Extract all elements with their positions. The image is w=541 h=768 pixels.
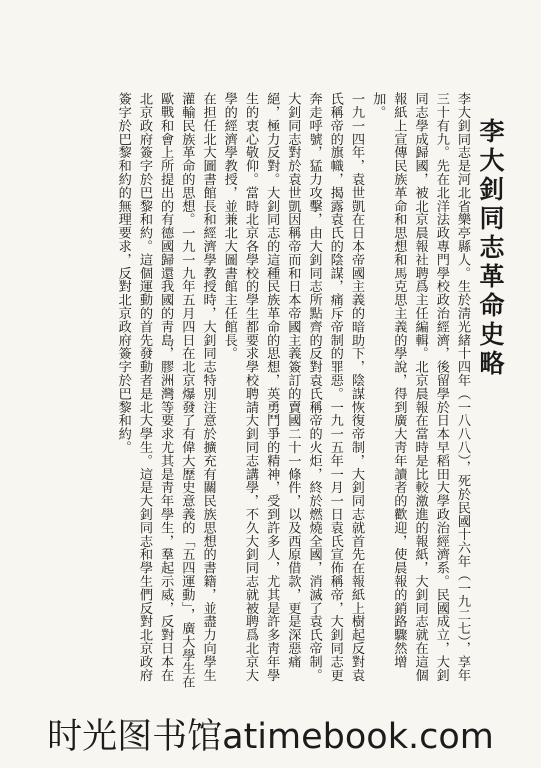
watermark: 时光图书馆atimebook.com xyxy=(0,706,541,768)
paragraph-1: 李大釗同志是河北省樂亭縣人。生於淸光緒十四年（一八八八），死於民國十六年（一九二七），享年三十有九。先在北洋法政專門學校政治經濟，後留學於日本早稻田大學政治經濟系。民國成立，大釗同志學成歸國，被北京晨報社聘爲主任編輯。北京晨報在當時是比較激進的報紙，大釗同志就在這個報紙上宣傳民族革命和思想和馬克思主義的學說，得到廣大靑年讀者的歡迎，使晨報的銷路驟然增加。 xyxy=(370,92,470,682)
document-body xyxy=(28,92,473,692)
paragraph-4: 在担任北大圖書館長和經濟學教授時，大釗同志特別注意於擴充有關民族思想的書籍，並盡力向學生灌輸民族革命的思想。一九一九年五月四日在北京爆發了有偉大歷史意義的「五四運動」，廣大學生在歐戰和會上所提出的有德國歸還我國的靑島，膠洲灣等要求尤其是靑年學生，羣起示威，反對日本在北京政府簽字於巴黎和約。這個運動的首先發動者是北大學生。這是大釗同志和學生們反對北京政府簽字於巴黎和約的無理要求，反對北京政府簽字於巴黎和約。 xyxy=(115,92,216,689)
paragraph-2: 一九一四年，袁世凱在日本帝國主義的暗助下，陰謀恢復帝制，大釗同志就首先在報紙上樹起反對袁氏稱帝的旗幟，揭露袁氏的陰謀，痛斥帝制的罪惡。一九一五年一月一日袁氏宣佈稱帝，大釗同志更奔走呼號，猛力攻擊，由大釗同志所點齊的反對袁氏稱帝的火炬，終於燃燒全國，消滅了袁氏帝制。 xyxy=(306,92,364,682)
document-title: 李大釗同志革命史略 xyxy=(476,118,505,379)
paragraph-3: 大釗同志對於袁世凱因稱帝而和日本帝國主義簽訂的賣國二十一條件，以及西原借款，更是深惡痛絕，極力反對。大釗同志的這種民族革命的思想，英勇鬥爭的精神，受到許多人，尤其是許多靑年學生的衷心敬仰。當時北京各學校的學生都要求學校聘請大釗同志講學，不久大釗同志就被聘爲北京大學的經濟學教授，並兼北大圖書館主任館長。 xyxy=(221,92,301,682)
